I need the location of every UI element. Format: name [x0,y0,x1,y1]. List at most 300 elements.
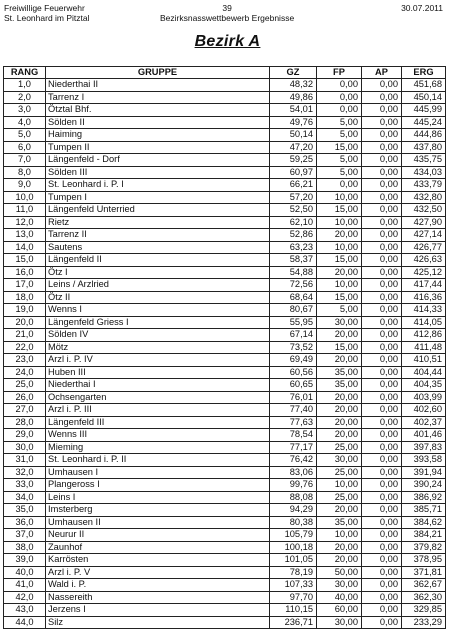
ap-cell: 0,00 [362,254,402,267]
group-name-cell: Arzl i. P. III [46,404,270,417]
fp-cell: 25,00 [317,441,362,454]
table-row [4,529,446,542]
group-name-cell: Längenfeld Griess I [46,316,270,329]
group-name-cell: Zaunhof [46,541,270,554]
table-row [4,566,446,579]
group-name-cell: Wenns I [46,304,270,317]
group-name-cell: Huben III [46,366,270,379]
gz-cell: 78,19 [270,566,317,579]
fp-cell: 15,00 [317,141,362,154]
document-header [160,3,294,23]
erg-cell: 371,81 [402,566,446,579]
table-row [4,416,446,429]
group-name-cell: Tumpen II [46,141,270,154]
page-number: 39 [222,3,232,13]
table-row [4,504,446,517]
group-name-cell: Tarrenz I [46,91,270,104]
results-table-body [4,79,446,629]
table-row [4,479,446,492]
fp-cell: 30,00 [317,579,362,592]
rank-cell: 44,0 [4,616,46,629]
gz-cell: 49,76 [270,116,317,129]
fp-cell: 20,00 [317,416,362,429]
fp-cell: 15,00 [317,291,362,304]
group-name-cell: St. Leonhard i. P. II [46,454,270,467]
group-name-cell: Arzl i. P. IV [46,354,270,367]
fp-cell: 20,00 [317,266,362,279]
column-header-fp: FP [317,67,362,79]
group-name-cell: Leins I [46,491,270,504]
rank-cell: 15,0 [4,254,46,267]
ap-cell: 0,00 [362,141,402,154]
ap-cell: 0,00 [362,166,402,179]
group-name-cell: Rietz [46,216,270,229]
table-row [4,179,446,192]
table-row [4,291,446,304]
rank-cell: 30,0 [4,441,46,454]
gz-cell: 72,56 [270,279,317,292]
erg-cell: 432,80 [402,191,446,204]
rank-cell: 25,0 [4,379,46,392]
erg-cell: 402,60 [402,404,446,417]
gz-cell: 80,38 [270,516,317,529]
erg-cell: 362,67 [402,579,446,592]
erg-cell: 403,99 [402,391,446,404]
group-name-cell: Mieming [46,441,270,454]
table-row [4,191,446,204]
rank-cell: 39,0 [4,554,46,567]
erg-cell: 391,94 [402,466,446,479]
table-row [4,379,446,392]
erg-cell: 433,79 [402,179,446,192]
group-name-cell: Sölden II [46,116,270,129]
rank-cell: 36,0 [4,516,46,529]
fp-cell: 50,00 [317,566,362,579]
fp-cell: 20,00 [317,329,362,342]
rank-cell: 12,0 [4,216,46,229]
group-name-cell: Leins / Arzlried [46,279,270,292]
fp-cell: 60,00 [317,604,362,617]
table-row [4,366,446,379]
erg-cell: 384,62 [402,516,446,529]
table-row [4,91,446,104]
organization-name: Freiwillige Feuerwehr [4,3,85,13]
erg-cell: 425,12 [402,266,446,279]
gz-cell: 59,25 [270,154,317,167]
table-header-row [4,67,446,79]
table-row [4,329,446,342]
ap-cell: 0,00 [362,554,402,567]
group-name-cell: Plangeross I [46,479,270,492]
erg-cell: 426,77 [402,241,446,254]
gz-cell: 69,49 [270,354,317,367]
table-row [4,341,446,354]
rank-cell: 19,0 [4,304,46,317]
rank-cell: 26,0 [4,391,46,404]
gz-cell: 105,79 [270,529,317,542]
gz-cell: 77,63 [270,416,317,429]
gz-cell: 78,54 [270,429,317,442]
ap-cell: 0,00 [362,179,402,192]
group-name-cell: Umhausen I [46,466,270,479]
table-row [4,154,446,167]
table-row [4,204,446,217]
group-name-cell: Ötztal Bhf. [46,104,270,117]
table-row [4,441,446,454]
gz-cell: 68,64 [270,291,317,304]
gz-cell: 63,23 [270,241,317,254]
erg-cell: 379,82 [402,541,446,554]
group-name-cell: Imsterberg [46,504,270,517]
group-name-cell: Wald i. P. [46,579,270,592]
table-row [4,266,446,279]
gz-cell: 101,05 [270,554,317,567]
gz-cell: 107,33 [270,579,317,592]
ap-cell: 0,00 [362,116,402,129]
fp-cell: 35,00 [317,366,362,379]
rank-cell: 21,0 [4,329,46,342]
fp-cell: 15,00 [317,254,362,267]
table-row [4,141,446,154]
table-row [4,241,446,254]
ap-cell: 0,00 [362,504,402,517]
gz-cell: 55,95 [270,316,317,329]
group-name-cell: Haiming [46,129,270,142]
gz-cell: 57,20 [270,191,317,204]
group-name-cell: Tarrenz II [46,229,270,242]
group-name-cell: Sölden IV [46,329,270,342]
rank-cell: 32,0 [4,466,46,479]
rank-cell: 9,0 [4,179,46,192]
ap-cell: 0,00 [362,416,402,429]
rank-cell: 18,0 [4,291,46,304]
erg-cell: 414,05 [402,316,446,329]
fp-cell: 15,00 [317,341,362,354]
group-name-cell: Längenfeld - Dorf [46,154,270,167]
fp-cell: 20,00 [317,354,362,367]
rank-cell: 23,0 [4,354,46,367]
fp-cell: 25,00 [317,491,362,504]
ap-cell: 0,00 [362,579,402,592]
erg-cell: 329,85 [402,604,446,617]
rank-cell: 22,0 [4,341,46,354]
gz-cell: 83,06 [270,466,317,479]
table-row [4,391,446,404]
fp-cell: 35,00 [317,379,362,392]
table-row [4,466,446,479]
group-name-cell: Sölden III [46,166,270,179]
ap-cell: 0,00 [362,591,402,604]
erg-cell: 402,37 [402,416,446,429]
rank-cell: 8,0 [4,166,46,179]
ap-cell: 0,00 [362,529,402,542]
rank-cell: 17,0 [4,279,46,292]
rank-cell: 16,0 [4,266,46,279]
rank-cell: 29,0 [4,429,46,442]
erg-cell: 401,46 [402,429,446,442]
table-row [4,454,446,467]
group-name-cell: Silz [46,616,270,629]
erg-cell: 432,50 [402,204,446,217]
gz-cell: 60,97 [270,166,317,179]
erg-cell: 444,86 [402,129,446,142]
ap-cell: 0,00 [362,341,402,354]
fp-cell: 20,00 [317,541,362,554]
ap-cell: 0,00 [362,241,402,254]
table-row [4,354,446,367]
table-row [4,254,446,267]
ap-cell: 0,00 [362,204,402,217]
erg-cell: 416,36 [402,291,446,304]
gz-cell: 236,71 [270,616,317,629]
fp-cell: 0,00 [317,79,362,92]
gz-cell: 76,01 [270,391,317,404]
ap-cell: 0,00 [362,429,402,442]
table-row [4,429,446,442]
gz-cell: 58,37 [270,254,317,267]
column-header-gz: GZ [270,67,317,79]
ap-cell: 0,00 [362,604,402,617]
fp-cell: 10,00 [317,241,362,254]
document-title: Bezirksnasswettbewerb Ergebnisse [160,13,295,23]
erg-cell: 411,48 [402,341,446,354]
rank-cell: 10,0 [4,191,46,204]
erg-cell: 378,95 [402,554,446,567]
table-row [4,516,446,529]
erg-cell: 426,63 [402,254,446,267]
erg-cell: 427,90 [402,216,446,229]
erg-cell: 390,24 [402,479,446,492]
fp-cell: 40,00 [317,591,362,604]
ap-cell: 0,00 [362,391,402,404]
fp-cell: 30,00 [317,616,362,629]
group-name-cell: Ötz I [46,266,270,279]
erg-cell: 417,44 [402,279,446,292]
fp-cell: 20,00 [317,554,362,567]
gz-cell: 100,18 [270,541,317,554]
group-name-cell: Ötz II [46,291,270,304]
rank-cell: 7,0 [4,154,46,167]
fp-cell: 5,00 [317,304,362,317]
ap-cell: 0,00 [362,404,402,417]
table-row [4,316,446,329]
gz-cell: 80,67 [270,304,317,317]
erg-cell: 435,75 [402,154,446,167]
gz-cell: 67,14 [270,329,317,342]
erg-cell: 427,14 [402,229,446,242]
ap-cell: 0,00 [362,479,402,492]
group-name-cell: Längenfeld II [46,254,270,267]
fp-cell: 20,00 [317,229,362,242]
erg-cell: 414,33 [402,304,446,317]
ap-cell: 0,00 [362,441,402,454]
group-name-cell: Karrösten [46,554,270,567]
table-row [4,554,446,567]
gz-cell: 60,65 [270,379,317,392]
gz-cell: 76,42 [270,454,317,467]
ap-cell: 0,00 [362,516,402,529]
rank-cell: 41,0 [4,579,46,592]
ap-cell: 0,00 [362,229,402,242]
fp-cell: 0,00 [317,179,362,192]
erg-cell: 393,58 [402,454,446,467]
fp-cell: 20,00 [317,429,362,442]
fp-cell: 10,00 [317,529,362,542]
erg-cell: 384,21 [402,529,446,542]
table-row [4,541,446,554]
table-row [4,591,446,604]
table-row [4,304,446,317]
ap-cell: 0,00 [362,454,402,467]
group-name-cell: Mötz [46,341,270,354]
gz-cell: 52,86 [270,229,317,242]
ap-cell: 0,00 [362,379,402,392]
ap-cell: 0,00 [362,329,402,342]
column-header-ap: AP [362,67,402,79]
ap-cell: 0,00 [362,616,402,629]
rank-cell: 34,0 [4,491,46,504]
gz-cell: 62,10 [270,216,317,229]
fp-cell: 5,00 [317,154,362,167]
ap-cell: 0,00 [362,266,402,279]
rank-cell: 42,0 [4,591,46,604]
group-name-cell: Neurur II [46,529,270,542]
ap-cell: 0,00 [362,91,402,104]
rank-cell: 43,0 [4,604,46,617]
rank-cell: 28,0 [4,416,46,429]
group-name-cell: Sautens [46,241,270,254]
group-name-cell: Jerzens I [46,604,270,617]
fp-cell: 0,00 [317,91,362,104]
erg-cell: 437,80 [402,141,446,154]
ap-cell: 0,00 [362,541,402,554]
group-name-cell: Niederthai I [46,379,270,392]
column-header-gruppe: GRUPPE [46,67,270,79]
erg-cell: 445,24 [402,116,446,129]
fp-cell: 5,00 [317,116,362,129]
rank-cell: 20,0 [4,316,46,329]
fp-cell: 20,00 [317,504,362,517]
table-row [4,616,446,629]
gz-cell: 73,52 [270,341,317,354]
rank-cell: 35,0 [4,504,46,517]
ap-cell: 0,00 [362,191,402,204]
table-row [4,166,446,179]
fp-cell: 10,00 [317,479,362,492]
fp-cell: 25,00 [317,466,362,479]
erg-cell: 397,83 [402,441,446,454]
erg-cell: 233,29 [402,616,446,629]
rank-cell: 2,0 [4,91,46,104]
erg-cell: 404,44 [402,366,446,379]
results-table [3,66,446,629]
erg-cell: 385,71 [402,504,446,517]
gz-cell: 88,08 [270,491,317,504]
rank-cell: 31,0 [4,454,46,467]
rank-cell: 11,0 [4,204,46,217]
fp-cell: 35,00 [317,516,362,529]
gz-cell: 54,88 [270,266,317,279]
table-row [4,491,446,504]
group-name-cell: Längenfeld III [46,416,270,429]
gz-cell: 50,14 [270,129,317,142]
ap-cell: 0,00 [362,279,402,292]
group-name-cell: Längenfeld Unterried [46,204,270,217]
ap-cell: 0,00 [362,129,402,142]
group-name-cell: Niederthai II [46,79,270,92]
table-row [4,104,446,117]
table-row [4,229,446,242]
gz-cell: 97,70 [270,591,317,604]
table-row [4,216,446,229]
organization-header [4,3,90,23]
rank-cell: 38,0 [4,541,46,554]
gz-cell: 49,86 [270,91,317,104]
rank-cell: 24,0 [4,366,46,379]
column-header-erg: ERG [402,67,446,79]
ap-cell: 0,00 [362,491,402,504]
rank-cell: 5,0 [4,129,46,142]
rank-cell: 14,0 [4,241,46,254]
rank-cell: 33,0 [4,479,46,492]
ap-cell: 0,00 [362,354,402,367]
fp-cell: 10,00 [317,279,362,292]
ap-cell: 0,00 [362,291,402,304]
fp-cell: 30,00 [317,454,362,467]
ap-cell: 0,00 [362,366,402,379]
table-row [4,116,446,129]
ap-cell: 0,00 [362,216,402,229]
table-row [4,604,446,617]
erg-cell: 410,51 [402,354,446,367]
group-name-cell: Nassereith [46,591,270,604]
page-title: Bezirk A [194,33,261,50]
ap-cell: 0,00 [362,316,402,329]
rank-cell: 27,0 [4,404,46,417]
rank-cell: 3,0 [4,104,46,117]
document-date: 30.07.2011 [401,3,443,13]
group-name-cell: Arzl i. P. V [46,566,270,579]
rank-cell: 6,0 [4,141,46,154]
gz-cell: 54,01 [270,104,317,117]
fp-cell: 20,00 [317,404,362,417]
gz-cell: 52,50 [270,204,317,217]
table-row [4,404,446,417]
erg-cell: 386,92 [402,491,446,504]
gz-cell: 110,15 [270,604,317,617]
gz-cell: 48,32 [270,79,317,92]
organization-location: St. Leonhard im Pitztal [4,13,90,23]
fp-cell: 0,00 [317,104,362,117]
fp-cell: 10,00 [317,216,362,229]
ap-cell: 0,00 [362,79,402,92]
group-name-cell: Wenns III [46,429,270,442]
fp-cell: 15,00 [317,204,362,217]
group-name-cell: Ochsengarten [46,391,270,404]
gz-cell: 99,76 [270,479,317,492]
table-row [4,79,446,92]
table-row [4,579,446,592]
rank-cell: 13,0 [4,229,46,242]
ap-cell: 0,00 [362,304,402,317]
erg-cell: 450,14 [402,91,446,104]
gz-cell: 66,21 [270,179,317,192]
gz-cell: 94,29 [270,504,317,517]
group-name-cell: St. Leonhard i. P. I [46,179,270,192]
ap-cell: 0,00 [362,104,402,117]
fp-cell: 20,00 [317,391,362,404]
erg-cell: 404,35 [402,379,446,392]
